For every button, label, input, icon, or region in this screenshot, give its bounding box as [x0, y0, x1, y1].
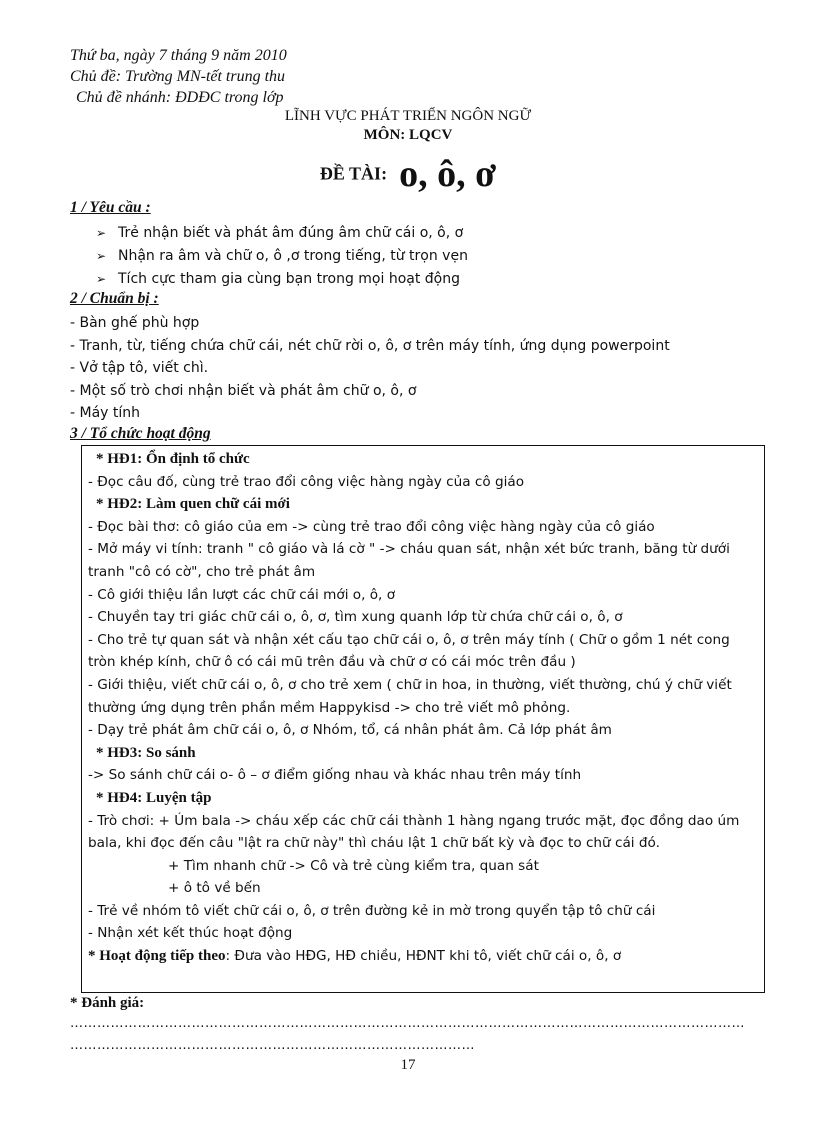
field-title: LĨNH VỰC PHÁT TRIỂN NGÔN NGỮ — [284, 108, 532, 124]
activity-line: - Trẻ về nhóm tô viết chữ cái o, ô, ơ trên đường kẻ in mờ trong quyển tập tô chữ cái — [88, 902, 656, 919]
activity-line: - Mở máy vi tính: tranh " cô giáo và lá cờ " -> cháu quan sát, nhận xét bức tranh, băng từ dưới tranh "cô có cờ", cho trẻ phát âm — [88, 541, 730, 580]
activity-line: - Đọc câu đố, cùng trẻ trao đổi công việc hàng ngày của cô giáo — [88, 473, 525, 490]
page-number: 17 — [400, 1057, 416, 1073]
next-activity-text: : Đưa vào HĐG, HĐ chiều, HĐNT khi tô, viết chữ cái o, ô, ơ — [225, 948, 622, 965]
lesson-title-letters: o, ô, ơ — [399, 153, 497, 195]
requirements-list — [96, 222, 468, 291]
activity-line: - Cho trẻ tự quan sát và nhận xét cấu tạo chữ cái o, ô, ơ trên máy tính ( Chữ o gồm 1 nét cong tròn khép kính, chữ ô có cái mũ trên đầu và chữ ơ có cái móc trên đầu ) — [88, 631, 730, 671]
date-line: Thứ ba, ngày 7 tháng 9 năm 2010 — [70, 47, 287, 64]
arrow-bullet-icon: ➢ — [96, 249, 107, 263]
next-activity-line — [88, 945, 758, 968]
activity-line: - Đọc bài thơ: cô giáo của em -> cùng trẻ trao đổi công việc hàng ngày của cô giáo — [88, 518, 655, 535]
activity-line: + Tìm nhanh chữ -> Cô và trẻ cùng kiểm tra, quan sát — [168, 857, 539, 874]
activity-line: -> So sánh chữ cái o- ô – ơ điểm giống nhau và khác nhau trên máy tính — [88, 767, 582, 784]
next-activity-label: * Hoạt động tiếp theo — [88, 948, 226, 965]
activities-heading: 3 / Tổ chức hoạt động — [70, 425, 211, 442]
hd1-heading: * HĐ1: Ổn định tổ chức — [96, 451, 250, 467]
hd2-heading: * HĐ2: Làm quen chữ cái mới — [96, 496, 290, 513]
activity-line: - Chuyền tay tri giác chữ cái o, ô, ơ, tìm xung quanh lớp từ chứa chữ cái o, ô, ơ — [88, 609, 623, 626]
subtopic-line: Chủ đề nhánh: ĐDĐC trong lớp — [76, 89, 284, 106]
activity-line: + ô tô về bến — [168, 880, 261, 897]
arrow-bullet-icon: ➢ — [96, 226, 107, 240]
list-item: ➢ Tích cực tham gia cùng bạn trong mọi hoạt động — [96, 268, 468, 291]
lesson-title — [0, 152, 816, 196]
activity-line: - Trò chơi: + Úm bala -> cháu xếp các chữ cái thành 1 hàng ngang trước mặt, đọc đồng dao úm bala, khi đọc đến câu "lật ra chữ này" thì cháu lật 1 chữ bất kỳ và đọc to chữ cái đó. — [88, 812, 740, 852]
activity-line: - Cô giới thiệu lần lượt các chữ cái mới o, ô, ơ — [88, 586, 396, 603]
hd3-heading: * HĐ3: So sánh — [96, 744, 196, 761]
topic-line: Chủ đề: Trường MN-tết trung thu — [70, 68, 286, 85]
lesson-title-label: ĐỀ TÀI: — [319, 163, 388, 184]
activity-line: - Giới thiệu, viết chữ cái o, ô, ơ cho trẻ xem ( chữ in hoa, in thường, viết thường, chú ý chữ viết thường ứng dụng trên phần mềm Happykisd -> cho trẻ viết mô phỏng. — [88, 676, 732, 716]
requirements-heading: 1 / Yêu cầu : — [70, 199, 151, 216]
list-item: - Máy tính — [70, 405, 141, 422]
list-item: - Vở tập tô, viết chì. — [70, 360, 209, 377]
arrow-bullet-icon: ➢ — [96, 272, 107, 286]
list-item: - Bàn ghế phù hợp — [70, 315, 200, 331]
list-item: ➢ Nhận ra âm và chữ o, ô ,ơ trong tiếng, từ trọn vẹn — [96, 245, 468, 268]
hd4-heading: * HĐ4: Luyện tập — [96, 789, 212, 806]
evaluation-dots-2: ……………………………………………………………………………… — [70, 1038, 475, 1053]
list-item: ➢ Trẻ nhận biết và phát âm đúng âm chữ cái o, ô, ơ — [96, 222, 468, 245]
subject-title: MÔN: LQCV — [363, 127, 453, 143]
list-item: - Tranh, từ, tiếng chứa chữ cái, nét chữ rời o, ô, ơ trên máy tính, ứng dụng powerpoint — [70, 337, 670, 354]
evaluation-label: * Đánh giá: — [70, 995, 145, 1011]
evaluation-dots-1: …………………………………………………………………………………………………………………………………… — [70, 1016, 745, 1031]
activities-box — [81, 445, 765, 993]
list-item: - Một số trò chơi nhận biết và phát âm chữ o, ô, ơ — [70, 382, 417, 399]
activity-line: - Dạy trẻ phát âm chữ cái o, ô, ơ Nhóm, tổ, cá nhân phát âm. Cả lớp phát âm — [88, 722, 612, 739]
preparation-list — [70, 312, 670, 425]
activity-line: - Nhận xét kết thúc hoạt động — [88, 925, 293, 942]
preparation-heading: 2 / Chuẩn bị : — [70, 290, 159, 307]
